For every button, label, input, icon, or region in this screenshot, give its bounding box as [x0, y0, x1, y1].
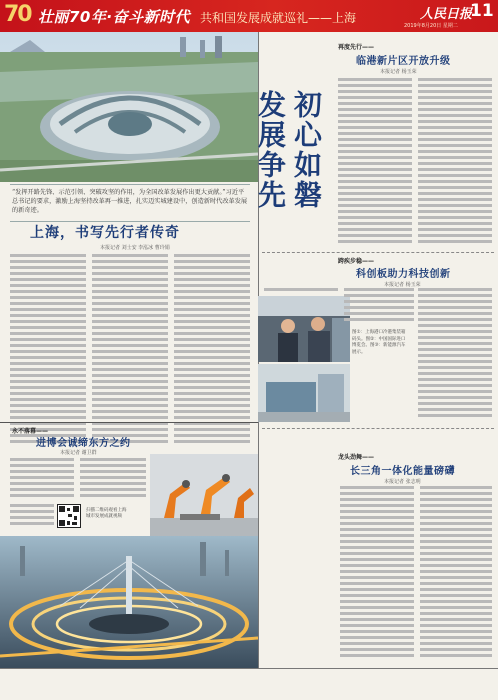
photo-caption-right: 图①：上海港口冷港集装箱码头。图②：中国国际进口博览会。图③：新能源汽车展示。: [352, 330, 406, 355]
anniversary-logo: 70: [4, 2, 31, 27]
lingang-body-col-1: [338, 78, 412, 248]
yangtze-delta-kicker: 龙头劲舞——: [338, 454, 375, 461]
expo-section-kicker: 永不落幕——: [12, 428, 49, 435]
article-body-col-3: [174, 254, 250, 450]
lingang-kicker: 再度先行——: [338, 44, 375, 51]
banner-subtitle: 共和国发展成就巡礼——上海: [200, 11, 357, 25]
star-market-body-col-2: [418, 288, 492, 424]
yangtze-body-col-1: [340, 486, 414, 662]
photo-caption-box: [10, 184, 250, 222]
star-market-headline: 科创板助力科技创新: [356, 269, 451, 280]
banner-title: 壮丽70年·奋斗新时代: [38, 8, 191, 26]
article-body-col-1: [10, 254, 86, 450]
expo-section-headline: 进博会诚缔东方之约: [36, 438, 131, 449]
yangtze-delta-headline: 长三角一体化能量磅礴: [350, 466, 455, 477]
qr-code[interactable]: [57, 504, 81, 528]
exhibition-photo: [258, 296, 350, 362]
top-banner: [0, 0, 498, 32]
footer-rule: [0, 668, 498, 669]
yangtze-delta-byline: 本报记者 张志明: [384, 479, 421, 485]
hero-photo-shanghai-expo-center: [0, 32, 258, 182]
section-divider-right-2: [262, 428, 494, 429]
section-divider-left: [0, 422, 258, 423]
expo-section-byline: 本报记者 谢卫群: [60, 450, 97, 456]
vertical-title: 初心如磐 发展争先: [254, 90, 323, 210]
lingang-headline: 临港新片区开放升级: [356, 56, 451, 67]
article-body-col-2: [92, 254, 168, 450]
main-byline: 本报记者 刘士安 李泓冰 曹玲娟: [100, 245, 170, 251]
star-market-byline: 本报记者 杨玉荣: [384, 282, 421, 288]
qr-caption: 扫描二维码观看上海 城市发展成就视频: [86, 508, 127, 519]
machinery-photo: [258, 364, 350, 422]
nanpu-bridge-night-photo: [0, 536, 258, 668]
main-headline: 上海，书写先行者传奇: [30, 225, 180, 241]
lingang-body-col-2: [418, 78, 492, 248]
yangtze-body-col-2: [420, 486, 492, 662]
robot-arms-photo: [150, 454, 258, 536]
section-divider-right-1: [262, 252, 494, 253]
star-market-body-top: [264, 288, 338, 294]
lingang-byline: 本报记者 杨玉荣: [380, 69, 417, 75]
expo-body-col-2: [80, 458, 146, 502]
expo-body-col-3: [10, 504, 54, 534]
expo-body-col-1: [10, 458, 74, 502]
newspaper-masthead: 人民日报: [420, 7, 473, 22]
photo-caption: “发挥开路先锋、示范引领、突破攻坚的作用，为全国改革发展作出更大贡献。”习近平总书记的要求，激励上海坚持改革再一推进，扎实迈实城建设中，创造新时代改革发展的新奇迹。: [12, 189, 248, 214]
page-number: 11: [470, 1, 494, 21]
star-market-kicker: 跨疾步稳——: [338, 258, 375, 265]
star-market-body-col-1: [344, 288, 414, 328]
date-line: 2019年8月20日 星期二: [404, 23, 458, 29]
